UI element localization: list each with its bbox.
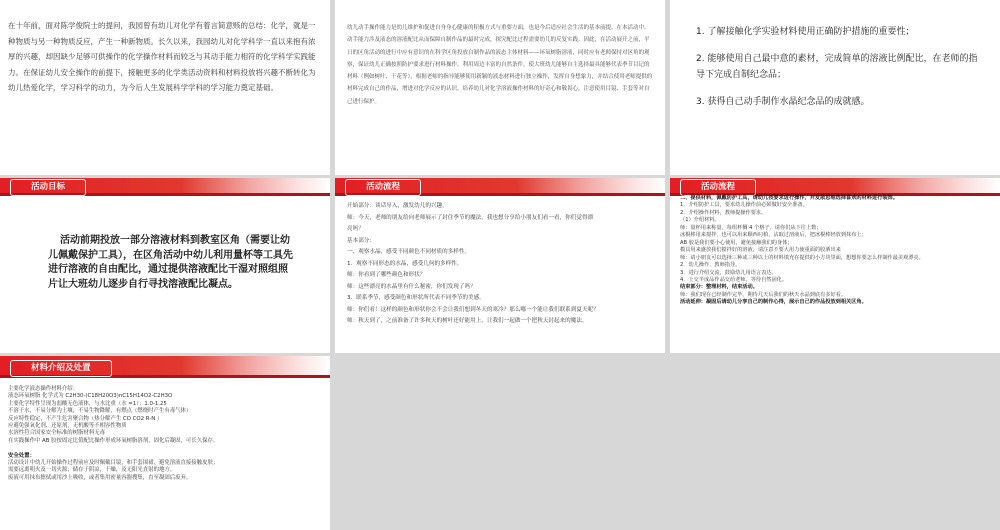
text-line: 师：这些漂亮的水晶里有什么秘密，你们发现了吗？: [347, 283, 476, 290]
text-line: 师：你看到了哪些颜色和形状？: [347, 272, 426, 278]
text-line: 3．联系季节，感受颜色和形状所代表不同季节的美感。: [347, 295, 485, 301]
section-banner: [335, 178, 665, 196]
slide-activity-flow-1: [335, 178, 665, 353]
text-line: 液态环氧树脂 化学式为 C2H30-(C18H20O3)nC15H14O2-C2H3O: [8, 393, 173, 400]
text-line: 师：量杯用来称量，每组杯侧 4 个格子，请你们从下往上数；: [680, 224, 822, 231]
slide-goals-list: [670, 0, 1000, 175]
section-banner: [670, 178, 1000, 196]
slide-activity-goals: [0, 178, 330, 353]
text-line: （1）介绍材料。: [680, 217, 720, 224]
goal-item: 3. 获得自己动手制作水晶纪念品的成就感。: [696, 97, 870, 107]
flow-lines: [680, 195, 990, 307]
text-line: 3．进行介绍交流，鼓励幼儿用语言表达。: [680, 269, 777, 276]
text-line: 开始部分：谈话导入，激发幼儿的兴趣。: [347, 203, 448, 209]
section-banner: [0, 178, 330, 196]
text-line-heading: 结束部分：整理材料，结束活动。: [680, 284, 758, 291]
slide-activity-background: [335, 0, 665, 175]
text-line: 一、观察水晶，感受不同颜色不同材质的多样性。: [347, 249, 471, 255]
text-line-heading: 安全处置：: [8, 452, 35, 459]
text-line: 主要化学液态操作材料介绍：: [8, 386, 79, 392]
text-line: [8, 445, 218, 452]
text-line: 模具用来盛放我们搅拌好的溶液，请注意不要大用力使重面的胶洒出来: [680, 247, 841, 254]
text-line: 应避免强氧化剂、还原剂，无机酸等不相容性物质: [8, 423, 127, 430]
goals-paragraph: 活动前期投放一部分溶液材料到教室区角（需要让幼儿佩戴保护工具），在区角活动中幼儿利用量杯等工具先进行溶液的自由配比，通过提供溶液配比干湿对照组照片让大班幼儿逐步自行寻找溶液配比凝点。: [48, 235, 293, 290]
text-line: 师：你们看！这样的颜色和形状你会不会让我们想到冬天的寒冷？那么哪一个能让我们联系到夏天呢？: [347, 306, 599, 313]
section-tag: 活动流程: [680, 179, 756, 196]
goal-item: 1. 了解接触化学实验材料使用正确防护措施的重要性；: [696, 27, 915, 37]
text-line-heading: 活动延伸：凝固后请幼儿分享自己的制作心得，展示自己的作品投放到相关区角。: [680, 299, 867, 306]
text-line: 在实践操作中 AB 胶按固定比值配比操作形成环氧树脂溶剂，固化后凝固，可长久保存。: [8, 437, 219, 444]
text-line: 主要化学特性呈现为弱酸无色液体，与水比重（水 =1）：1.0-1.25: [8, 400, 167, 407]
text-line: 反应特性稳定，不产生危害聚合物（热分解产生 CO CO2 R-N ）: [8, 415, 163, 422]
slide-materials: [0, 356, 330, 530]
text-line: 需要远离明火及一切火源；储存于阴凉，干燥，及无阳光直射的地方。: [8, 467, 176, 474]
text-line: AB 胶是我们要小心使用，避免接触我们的身体；: [680, 239, 793, 246]
text-line: 1．观察不同形态的水晶，感受几何的多样性。: [347, 260, 463, 267]
text-line: 基本部分：: [347, 237, 375, 244]
section-tag: 活动目标: [10, 179, 86, 196]
text-line: 活动设计中幼儿开始操作过程前应及时佩戴目镜，和手套围裙，避免溶液直接接触皮肤；: [8, 460, 219, 467]
section-banner: [0, 356, 330, 378]
goal-item: 2. 能够使用自己最中意的素材，完成简单的溶液比例配比，在老师的指导下完成自制纪念品；: [696, 54, 978, 80]
goals-list: [696, 24, 986, 121]
text-line: 废液可用抹布擦拭或用沙土吸收，或者集用密量容器搜集，直至凝固后废弃。: [8, 474, 192, 481]
slide-activity-flow-2: [670, 178, 1000, 353]
text-line: 1．介绍防护工具，要求幼儿操作前必须做好安全准备。: [680, 202, 808, 209]
section-tag: 活动流程: [345, 179, 421, 196]
text-line: 4．上交半成品作品交给老师，等待自然固化。: [680, 276, 788, 283]
text-line: 师：秋天到了，之前准备了许多秋天的树叶还好能用上，让我们一起做一个把秋天封起来的魔法。: [347, 318, 588, 324]
text-line: 不溶于水，不易分解为土壤，不易生物降解，有燃点（燃烧时产生有毒气体）: [8, 408, 192, 415]
flow-lines: [347, 201, 599, 328]
slide-background-intro: [0, 0, 330, 175]
text-line: 水溶性符合国家安全标准的树脂材料无毒: [8, 430, 106, 437]
background-paragraph: 幼儿动手操作能力是幼儿维护和促进自身身心健康的积极方式与重要方面，也是今后适应社会生活的基本前提。在本活动中，动手能力涉及液态的溶液配比从而保障自制作品的最时完成，探究配比过程需要幼儿的反复实践。因此，在活动展开之前，平日的区角活动的进行中应有意识的在科学区角投放自制作品的液态主体材料——环氧树脂溶液，同时应有老师保持对区角的观察，保证幼儿正确按照防护要求进行材料操作。利用周边丰富的自然条件，使大班幼儿能够自主选择最具能够代表季节目记的材料（例如树叶、干花等），根据老师的指导能够使用新颖的液态材料进行独立操作，发挥自身想象力，并结合使用老师提供的材料完成自己的作品，增进对化学反应的认识。培养幼儿对化学溶液操作材料的好奇心和敬畏心，注意使用目镜、手套等对自己进行保护。: [347, 25, 653, 105]
materials-lines: [8, 386, 218, 482]
intro-paragraph: 在十年前，面对陈学俊院士的提问，我园曾有幼儿对化学有着言简意赅的总结：化学，就是一种物质与另一种物质反应，产生一种新物质。长久以来，我园幼儿对化学科学一直以来抱有浓厚的兴趣，却因缺少足够可供操作的化学操作材料而较乏与其动手能力相符的化学科学实践能力。在保证幼儿安全操作的前提下，接触更多的化学类活动资料和材料投放将兴趣不断转化为幼儿热爱化学，学习科学的动力，为今后人生发展科学学科的学习能力奠定基础。: [8, 21, 316, 92]
text-line: 亮吗？: [347, 226, 364, 232]
text-line-heading: 二、提供材料，佩戴防护工具，请幼儿按要求进行操作，并发散思维选择喜欢的材料进行装饰。: [680, 195, 898, 201]
text-line: 冰棍棒用来搅拌，也可以用来顺西叼柏，沾取过溶液后，把冰棍棒轻放到抹布上；: [680, 232, 867, 239]
text-line: 2．幼儿操作，教师指导。: [680, 262, 741, 269]
section-tag: 材料介绍及处置: [10, 360, 112, 377]
text-line: 2．介绍操作材料，教师提操作要求。: [680, 209, 767, 216]
text-line: 师：今天，老师的朋友给向老师展示了封住季节的魔法，我也想分享给小朋友们看一看，你们觉得漂: [347, 214, 594, 221]
text-line: 师：请小朋友可以选择三种或三种以上的材料填充在提供的小方块里面，想想你要怎么样制作最美观漂亮。: [680, 254, 924, 261]
text-line: 师：我们现在已经制作完毕，期待几天后我们的秋天水晶到底有多好看。: [680, 291, 847, 298]
